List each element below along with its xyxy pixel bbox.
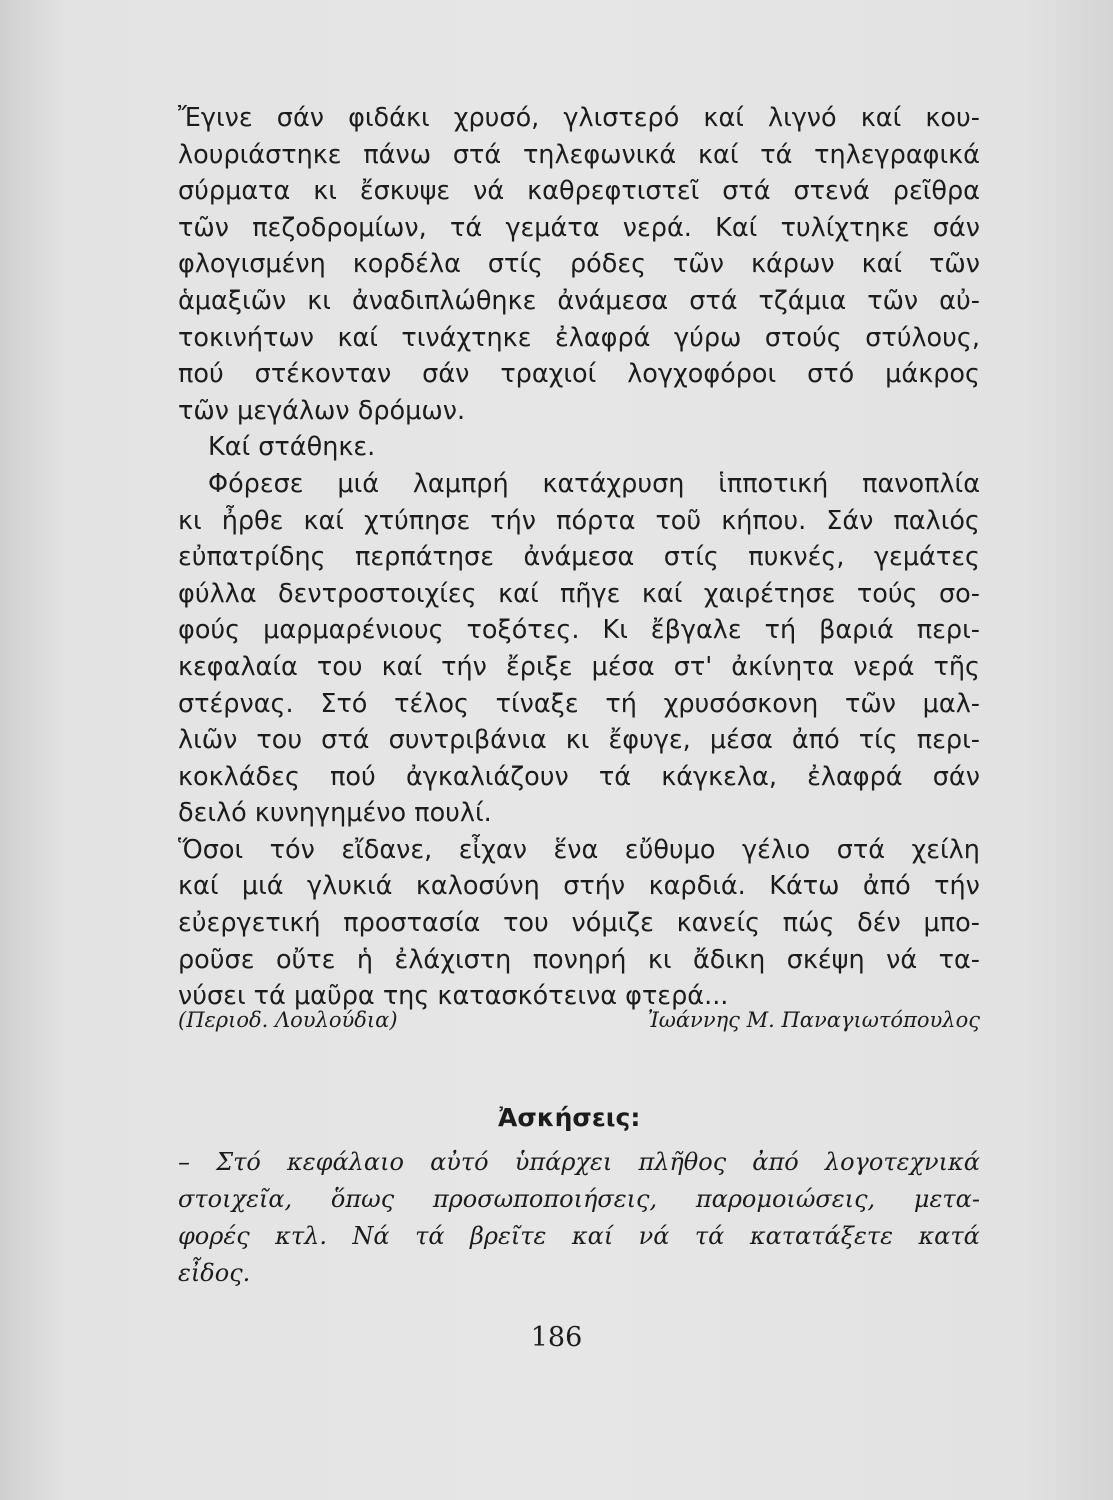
text-line: καί μιά γλυκιά καλοσύνη στήν καρδιά. Κάτω ἀπό τήν <box>178 871 980 902</box>
text-line: Ὅσοι τόν εἴδανε, εἶχαν ἕνα εὔθυμο γέλιο στά χείλη <box>178 834 980 865</box>
text-line: εἶδος. <box>178 1259 251 1287</box>
text-line: τῶν πεζοδρομίων, τά γεμάτα νερά. Καί τυλίχτηκε σάν <box>178 212 980 243</box>
text-line: στοιχεῖα, ὅπως προσωποποιήσεις, παρομοιώσεις, μετα- <box>178 1185 980 1213</box>
text-line: λιῶν του στά συντριβάνια κι ἔφυγε, μέσα ἀπό τίς περι- <box>178 725 980 756</box>
text-line: στέρνας. Στό τέλος τίναξε τή χρυσόσκονη τῶν μαλ- <box>178 688 980 719</box>
text-line: πού στέκονταν σάν τραχιοί λογχοφόροι στό μάκρος <box>178 359 980 390</box>
text-line: νύσει τά μαῦρα της κατασκότεινα φτερά... <box>178 981 729 1012</box>
source-attribution <box>178 1000 980 1040</box>
text-line: εὐπατρίδης περπάτησε ἀνάμεσα στίς πυκνές, γεμάτες <box>178 542 980 573</box>
text-line: λουριάστηκε πάνω στά τηλεφωνικά καί τά τηλεγραφικά <box>178 139 980 170</box>
text-line: δειλό κυνηγημένο πουλί. <box>178 798 492 829</box>
story-text <box>178 100 980 1015</box>
text-line: ἁμαξιῶν κι ἀναδιπλώθηκε ἀνάμεσα στά τζάμια τῶν αὐ- <box>178 285 980 316</box>
exercises-heading: Ἀσκήσεις: <box>498 1103 641 1132</box>
text-line: σύρματα κι ἔσκυψε νά καθρεφτιστεῖ στά στενά ρεῖθρα <box>178 176 980 207</box>
source-author: Ἰωάννης Μ. Παναγιωτόπουλος <box>647 1008 980 1032</box>
text-line: κεφαλαία του καί τήν ἔριξε μέσα στ' ἀκίνητα νερά τῆς <box>178 651 980 682</box>
source-periodical: (Περιοδ. Λουλούδια) <box>178 1008 398 1032</box>
text-line: Ἔγινε σάν φιδάκι χρυσό, γλιστερό καί λιγνό καί κου- <box>178 103 980 133</box>
text-line: τοκινήτων καί τινάχτηκε ἐλαφρά γύρω στούς στύλους, <box>178 322 980 353</box>
text-line: φλογισμένη κορδέλα στίς ρόδες τῶν κάρων καί τῶν <box>178 249 980 280</box>
page-number: 186 <box>530 1322 583 1353</box>
text-line: – Στό κεφάλαιο αὐτό ὑπάρχει πλῆθος ἀπό λογοτεχνικά <box>178 1148 980 1176</box>
text-line: φύλλα δεντροστοιχίες καί πῆγε καί χαιρέτησε τούς σο- <box>178 578 980 609</box>
text-line: κι ἦρθε καί χτύπησε τήν πόρτα τοῦ κήπου. Σάν παλιός <box>178 505 980 536</box>
text-line: τῶν μεγάλων δρόμων. <box>178 395 466 426</box>
text-line: εὐεργετική προστασία του νόμιζε κανείς πώς δέν μπο- <box>178 908 980 939</box>
text-line: ροῦσε οὔτε ἡ ἐλάχιστη πονηρή κι ἄδικη σκέψη νά τα- <box>178 944 980 975</box>
exercise-text <box>178 1144 980 1292</box>
text-line: Φόρεσε μιά λαμπρή κατάχρυση ἱπποτική πανοπλία <box>208 468 980 499</box>
text-line: φούς μαρμαρένιους τοξότες. Κι ἔβγαλε τή βαριά περι- <box>178 615 980 646</box>
text-line: κοκλάδες πού ἀγκαλιάζουν τά κάγκελα, ἐλαφρά σάν <box>178 761 980 792</box>
text-line: Καί στάθηκε. <box>208 432 376 463</box>
text-line: φορές κτλ. Νά τά βρεῖτε καί νά τά κατατάξετε κατά <box>178 1222 980 1250</box>
